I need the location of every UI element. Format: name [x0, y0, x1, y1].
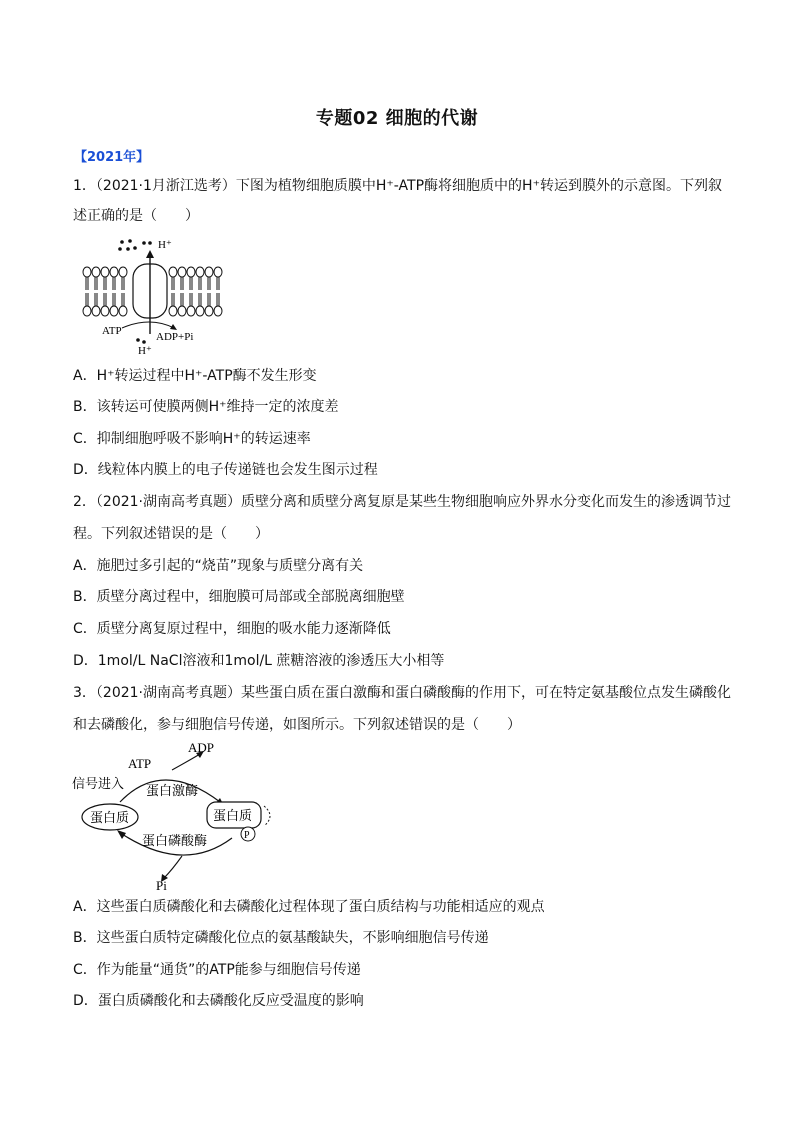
phosphorylation-cycle-figure — [72, 738, 292, 892]
q2-stem-line-1: 2．（2021·湖南高考真题）质壁分离和质壁分离复原是某些生物细胞响应外界水分变化而发生的渗透调节过 — [73, 494, 731, 510]
lipid-bilayer-left — [83, 267, 127, 316]
page-title: 专题02 细胞的代谢 — [315, 108, 479, 129]
q2-stem-line-2: 程。下列叙述错误的是（ ） — [73, 526, 269, 542]
h-ion-top-label: H⁺ — [158, 239, 172, 251]
q2-option-d: D．1mol/L NaCl溶液和1mol/L 蔗糖溶液的渗透压大小相等 — [73, 653, 445, 669]
lipid-bilayer-right — [169, 267, 222, 316]
q2-option-b: B．质壁分离过程中，细胞膜可局部或全部脱离细胞壁 — [73, 589, 405, 605]
adp-pi-label: ADP+Pi — [156, 331, 194, 343]
section-heading-2021: 【2021年】 — [74, 150, 150, 165]
q1-stem-line-2: 述正确的是（ ） — [73, 208, 199, 224]
q3-option-d: D．蛋白质磷酸化和去磷酸化反应受温度的影响 — [73, 993, 364, 1009]
protein-right-label: 蛋白质 — [213, 809, 253, 824]
hydrogen-ion-dots-top — [118, 239, 152, 251]
cycle-atp-label: ATP — [128, 756, 152, 771]
signal-entry-label: 信号进入 — [72, 777, 125, 792]
q3-stem-line-1: 3．（2021·湖南高考真题）某些蛋白质在蛋白激酶和蛋白磷酸酶的作用下，可在特定氨基酸位点发生磷酸化 — [73, 685, 731, 701]
membrane-pump-figure — [78, 236, 238, 358]
q3-option-a: A．这些蛋白质磷酸化和去磷酸化过程体现了蛋白质结构与功能相适应的观点 — [73, 899, 545, 915]
q1-stem-line-1: 1．（2021·1月浙江选考）下图为植物细胞质膜中H⁺-ATP酶将细胞质中的H⁺转运到膜外的示意图。下列叙 — [73, 178, 722, 194]
protein-phosphatase-label: 蛋白磷酸酶 — [142, 834, 208, 849]
protein-kinase-label: 蛋白激酶 — [146, 784, 199, 799]
q1-option-c: C．抑制细胞呼吸不影响H⁺的转运速率 — [73, 431, 311, 447]
q3-option-c: C．作为能量“通货”的ATP能参与细胞信号传递 — [73, 962, 361, 978]
q1-option-b: B．该转运可使膜两侧H⁺维持一定的浓度差 — [73, 399, 339, 415]
q1-option-a: A．H⁺转运过程中H⁺-ATP酶不发生形变 — [73, 368, 317, 384]
q3-option-b: B．这些蛋白质特定磷酸化位点的氨基酸缺失，不影响细胞信号传递 — [73, 930, 489, 946]
phosphate-p-label: P — [244, 830, 250, 841]
q2-option-c: C．质壁分离复原过程中，细胞的吸水能力逐渐降低 — [73, 621, 391, 637]
q3-stem-line-2: 和去磷酸化，参与细胞信号传递，如图所示。下列叙述错误的是（ ） — [73, 717, 521, 733]
cycle-pi-label: Pi — [156, 878, 167, 892]
q1-option-d: D．线粒体内膜上的电子传递链也会发生图示过程 — [73, 462, 378, 478]
atp-label: ATP — [102, 325, 122, 337]
q2-option-a: A．施肥过多引起的“烧苗”现象与质壁分离有关 — [73, 558, 364, 574]
h-ion-bottom-label: H⁺ — [138, 345, 152, 357]
protein-left-label: 蛋白质 — [90, 811, 130, 826]
cycle-adp-label: ADP — [188, 740, 215, 755]
